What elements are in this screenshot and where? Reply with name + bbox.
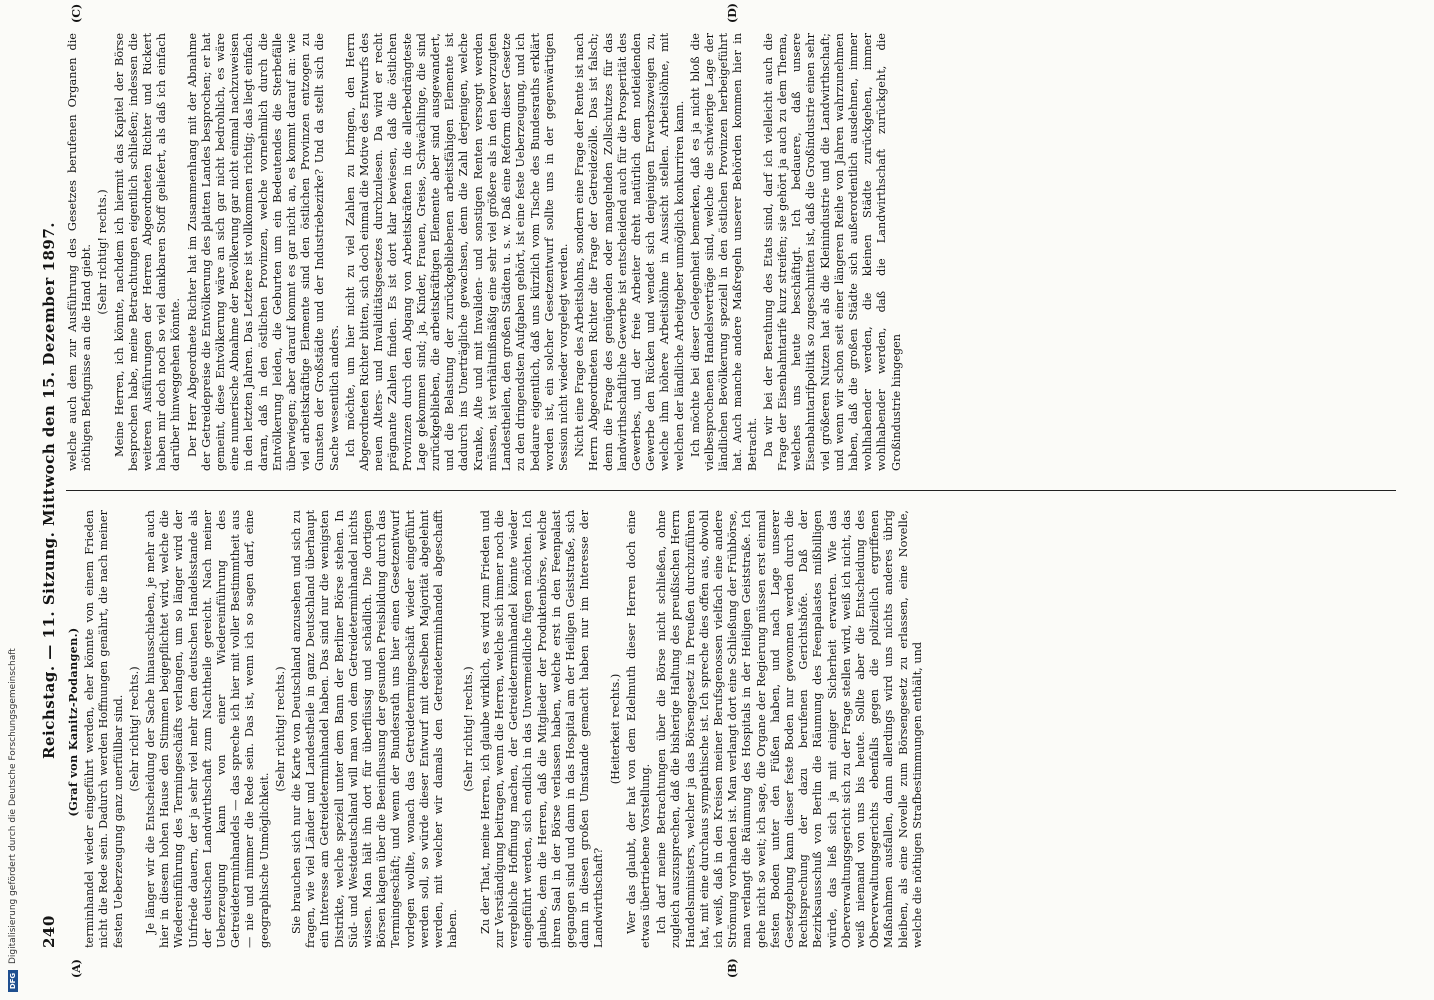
page-title: Reichstag. — 11. Sitzung. Mittwoch den 15. Dezember 1897. [40, 222, 58, 759]
interjection: (Sehr richtig! rechts.) [273, 666, 287, 792]
interjection: (Sehr richtig! rechts.) [462, 666, 476, 792]
page-content [40, 3, 1410, 978]
right-paragraphs [66, 33, 904, 471]
paragraph: Ich möchte bei dieser Gelegenheit bemerken, daß es ja nicht bloß die vielbesprochenen Handelsverträge sind, welche die schwierige Lage der ländlichen Bevölkerung speziell in den östlichen Provinzen herbeigeführt hat. Auch manche andere Maßregeln unserer Behörden kommen hier in Betracht. [688, 33, 759, 471]
margin-marker-a: (A) [70, 959, 83, 978]
paragraph: welche auch dem zur Ausführung des Gesetzes berufenen Organen die nöthigen Befugnisse an die Hand giebt. [66, 33, 94, 471]
margin-marker-d: (D) [726, 3, 739, 23]
page-number: 240 [40, 915, 58, 948]
paragraph: Ich darf meine Betrachtungen über die Börse nicht schließen, ohne zugleich auszusprechen, daß die bisherige Haltung des preußischen Herrn Handelsministers, welcher ja das Börsengesetz in Preußen durchzuführen hat, mit eine durchaus sympathische ist. Ich spreche dies offen aus, obwohl ich weiß, daß in den Kreisen meiner Berufsgenossen vielfach eine andere Strömung vorhanden ist. Man verlangt dort eine Schließung der Frühbörse, man verlangt die Räumung des Hospitals in der Heiligen Geiststraße. Ich gehe nicht so weit; ich sage, die Organe der Regierung müssen erst einmal festen Boden unter den Füßen haben, und nach Lage unserer Gesetzgebung kann dieser feste Boden nur gewonnen werden durch die Rechtsprechung der dazu berufenen Gerichtshöfe. Daß der Bezirksausschuß von Berlin die Räumung des Feenpalastes mißbilligen würde, das ließ sich ja mit einiger Sicherheit erwarten. Wie das Oberverwaltungsgericht sich zu der Frage stellen wird, weiß ich nicht, das weiß niemand von uns bis heute. Sollte aber die Entscheidung des Oberverwaltungsgerichts ebenfalls gegen die polizeilich ergriffenen Maßnahmen ausfallen, dann allerdings wird uns nichts anderes übrig bleiben, als eine Novelle zum Börsengesetz zu erlassen, eine Novelle, welche die nöthigen Strafbestimmungen enthält, und [655, 510, 924, 948]
left-column [66, 510, 1396, 948]
paragraph: terminhandel wieder eingeführt werden, eher könnte von einem Frieden nicht die Rede sein. Dadurch werden Hoffnungen genährt, die nach meiner festen Ueberzeugung ganz unerfüllbar sind. [83, 510, 125, 948]
paragraph: Wer das glaubt, der hat von dem Edelmuth dieser Herren doch eine etwas übertriebene Vorstellung. [624, 510, 652, 948]
interjection: (Sehr richtig! rechts.) [127, 666, 141, 792]
paragraph: Der Herr Abgeordnete Richter hat im Zusammenhang mit der Abnahme der Getreidepreise die Entvölkerung des platten Landes besprochen; er hat gemeint, diese Entvölkerung wäre an sich gar nicht bedrohlich, es wäre eine numerische Abnahme der Bevölkerung gar nicht einmal nachzuweisen in den letzten Jahren. Das Letztere ist vollkommen richtig; das liegt einfach daran, daß in den östlichen Provinzen, welche vornehmlich durch die Entvölkerung leiden, die Geburten um ein Bedeutendes die Sterbefälle überwiegen; aber darauf kommt es gar nicht an, es kommt darauf an: wie viel arbeitskräftige Elemente sind den östlichen Provinzen entzogen zu Gunsten der Großstädte und der Industriebezirke? Und da stellt sich die Sache wesentlich anders. [185, 33, 341, 471]
dfg-logo: DFG [8, 970, 18, 992]
right-column [66, 33, 1396, 471]
left-paragraphs [83, 510, 925, 948]
paragraph: Ich möchte, um hier nicht zu viel Zahlen zu bringen, den Herrn Abgeordneten Richter bitten, sich doch einmal die Motive des Entwurfs des neuen Alters- und Invaliditätsgesetzes durchzulesen. Da wird er recht prägnante Zahlen finden. Es ist dort klar bewiesen, daß die östlichen Provinzen durch den Abgang von Arbeitskräften in die allerbedrängteste Lage gekommen sind; ja, Kinder, Frauen, Greise, Schwächlinge, die sind zurückgeblieben, die arbeitskräftigen Elemente aber sind ausgewandert, und die Belastung der zurückgebliebenen arbeitsfähigen Elemente ist dadurch ins Unerträgliche gewachsen, denn die Zahl derjenigen, welche Kranke, Alte und mit Invaliden- und sonstigen Renten versorgt werden müssen, ist verhältnißmäßig eine sehr viel größere als in den bevorzugten Landestheilen, den großen Städten u. s. w. Daß eine Reform dieser Gesetze zu den dringendsten Aufgaben gehört, ist eine feste Ueberzeugung, und ich bedaure eigentlich, daß uns kürzlich vom Tische des Bundesraths erklärt worden ist, ein solcher Gesetzentwurf sollte uns in der gegenwärtigen Session nicht wieder vorgelegt werden. [343, 33, 570, 471]
margin-marker-b: (B) [726, 958, 739, 978]
margin-marker-c: (C) [70, 3, 83, 23]
paragraph: Je länger wir die Entscheidung der Sache hinausschieben, je mehr auch hier in diesem hohen Hause den Stimmen beigepflichtet wird, welche die Wiedereinführung des Termingeschäfts verlangen, um so länger wird der Unfriede dauern, der ja sehr viel mehr dem deutschen Handelsstande als der deutschen Landwirthschaft zum Nachtheile gereicht. Nach meiner Ueberzeugung kann von einer Wiedereinführung des Getreideterminhandels — das spreche ich hier mit voller Bestimmtheit aus — nie und nimmer die Rede sein. Das ist, wenn ich so sagen darf, eine geographische Unmöglichkeit. [144, 510, 271, 948]
page-header [40, 33, 60, 948]
column-divider [66, 490, 1396, 491]
paragraph: Zu der That, meine Herren, ich glaube wirklich, es wird zum Frieden und zur Verständigung beitragen, wenn die Herren, welche sich immer noch die vergebliche Hoffnung machen, der Getreideterminhandel könnte wieder eingeführt werden, sich endlich in das Unvermeidliche fügen möchten. Ich glaube, dem die Herren, daß die Mitglieder der Produktenbörse, welche ihren Saal in der Börse verlassen haben, welche erst in den Feenpalast gegangen sind und dann in das Hospital am der Heiligen Geiststraße, sich dann in diesen großen Umstande gemacht haben nur im Interesse der Landwirthschaft? [478, 510, 606, 948]
paragraph: Meine Herren, ich könnte, nachdem ich hiermit das Kapitel der Börse besprochen habe, meine Betrachtungen eigentlich schließen; indessen die weiteren Ausführungen der Herren Abgeordneten Richter und Rickert haben mir doch noch so viel dankbaren Stoff geliefert, als daß ich einfach darüber hinweggehen könnte. [112, 33, 183, 471]
paragraph: Da wir bei der Berathung des Etats sind, darf ich vielleicht auch die Frage der Eisenbahntarife kurz streifen; sie gehört ja auch zu dem Thema, welches uns heute beschäftigt. Ich bedauere, daß unsere Eisenbahntarifpolitik so zugeschnitten ist, daß die Großindustrie einen sehr viel größeren Nutzen hat als die Kleinindustrie und die Landwirthschaft; und wenn wir schon seit einer längeren Reihe von Jahren wahrzunehmen haben, daß die großen Städte sich außerordentlich ausdehnen, immer wohlhabender werden, die kleinen Städte zurückgehen, immer wohlhabender werden, daß die Landwirthschaft zurückgeht, die Großindustrie hingegen [761, 33, 903, 471]
interjection: (Heiterkeit rechts.) [608, 673, 622, 785]
digitization-note [6, 12, 20, 992]
paragraph: Sie brauchen sich nur die Karte von Deutschland anzusehen und sich zu fragen, wie viel Länder und Landestheile in ganz Deutschland überhaupt ein Interesse am Getreideterminhandel haben. Das sind nur die wenigsten Distrikte, welche speziell unter dem Bann der Berliner Börse stehen. In Süd- und Westdeutschland will man von dem Getreideterminhandel nichts wissen. Man hält ihn dort für überflüssig und schädlich. Die dortigen Börsen klagen über die Beeinflussung der gesunden Preisbildung durch das Termingeschäft; und wenn der Bundesrath uns hier einen Gesetzentwurf vorlegen wollte, wonach das Getreidetermingeschäft wieder eingeführt werden soll, so würde dieser Entwurf mit derselben Majorität abgelehnt werden, mit welcher wir damals den Getreideterminhandel abgeschafft haben. [290, 510, 460, 948]
interjection: (Sehr richtig! rechts.) [96, 189, 110, 315]
speaker-name: (Graf von Kanitz-Podangen.) [66, 627, 80, 817]
paragraph: Nicht eine Frage des Arbeitslohns, sondern eine Frage der Rente ist nach Herrn Abgeordneten Richter die Frage der Getreidezölle. Das ist falsch; denn die Frage des genügenden oder mangelnden Zollschutzes für das landwirthschaftliche Gewerbe ist entscheidend auch für die Prosperität des Gewerbes, und der freie Arbeiter dreht natürlich dem notleidenden Gewerbe den Rücken und wendet sich denjenigen Erwerbszweigen zu, welche ihm höhere Arbeitslöhne in Aussicht stellen. Arbeitslöhne, mit welchen der ländliche Arbeitgeber unmöglich konkurriren kann. [573, 33, 686, 471]
digitization-text: Digitalisierung gefördert durch die Deutsche Forschungsgemeinschaft [8, 648, 18, 964]
